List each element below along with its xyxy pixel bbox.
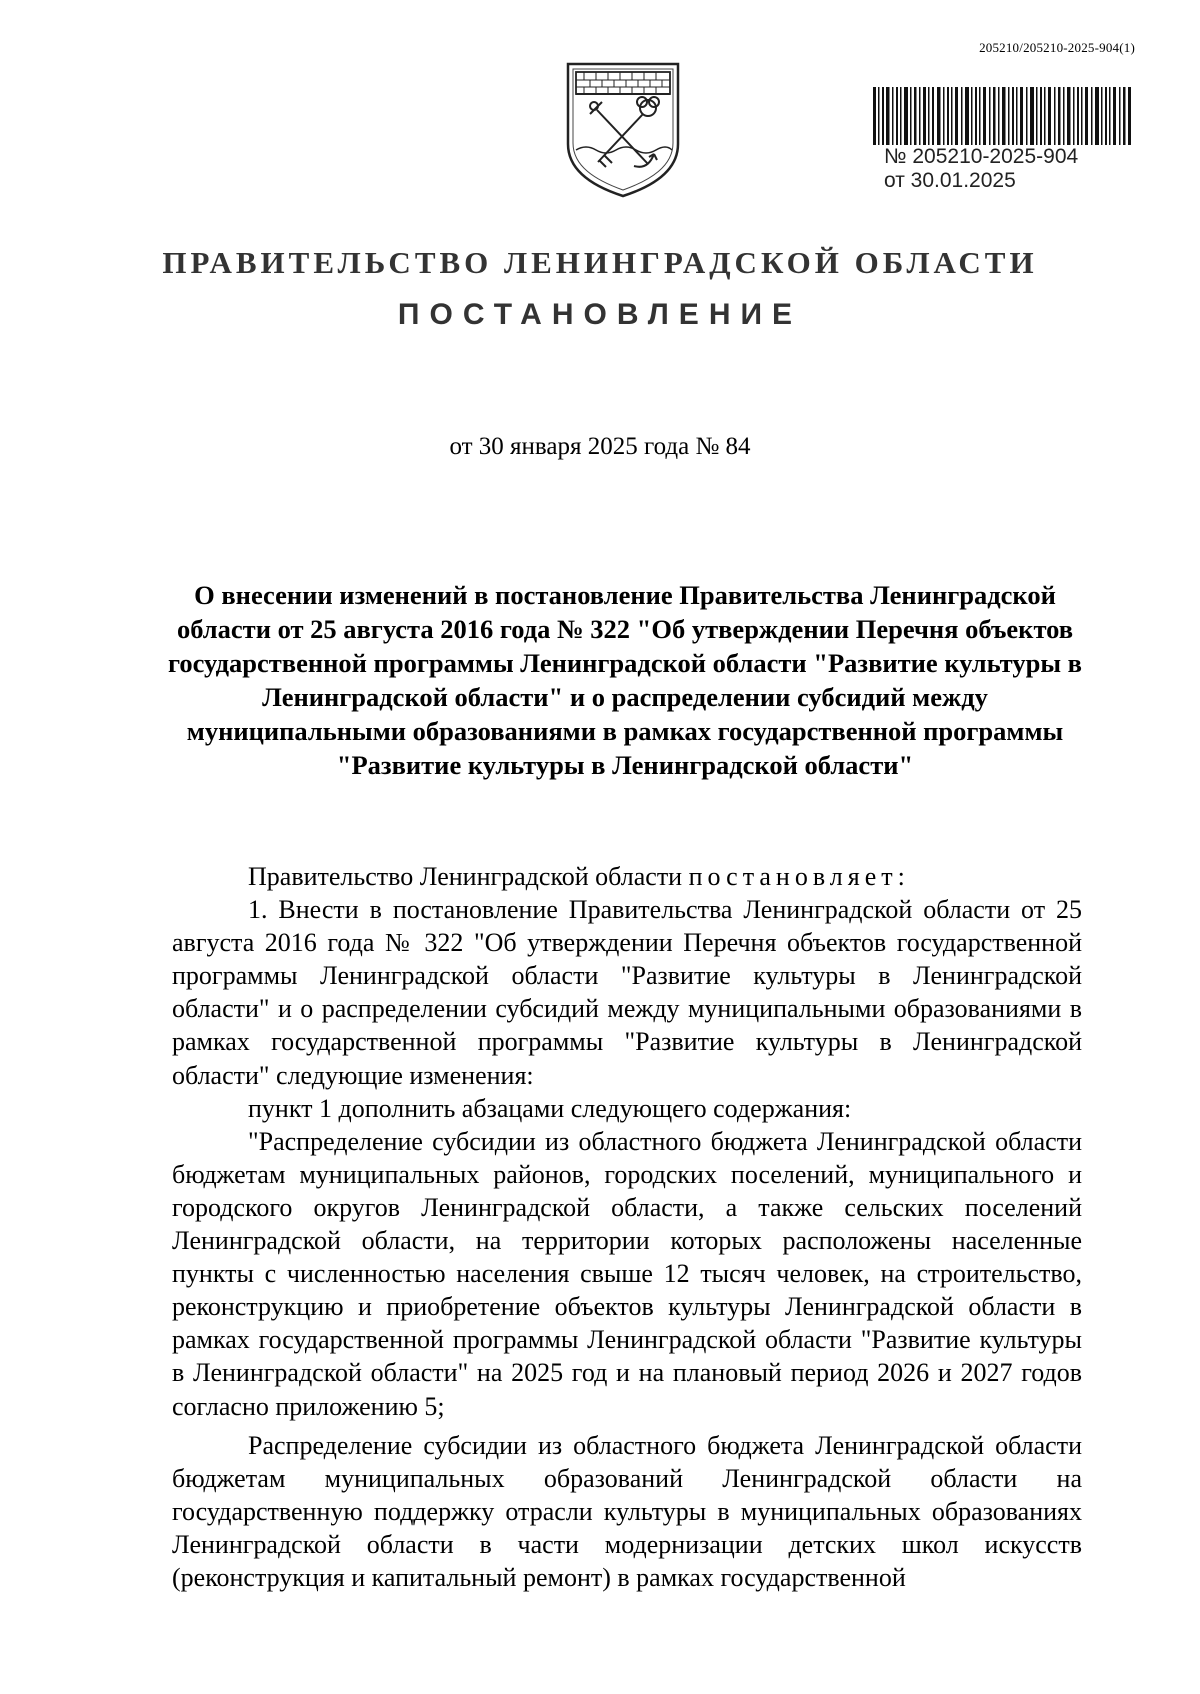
registration-code: 205210/205210-2025-904(1) <box>979 40 1135 55</box>
document-body <box>172 860 1082 1594</box>
document-date-number: от 30 января 2025 года № 84 <box>449 433 751 460</box>
coat-of-arms-icon <box>562 58 684 198</box>
registration-number-block <box>884 145 1144 193</box>
intro-verb: постановляет: <box>688 862 910 891</box>
paragraph-4: Распределение субсидии из областного бюджета Ленинградской области бюджетам муниципальных образований Ленинградской области на государственную поддержку отрасли культуры в муниципальных образованиях Ленинградской области в части модернизации детских школ искусств (реконструкция и капитальный ремонт) в рамках государственной <box>172 1430 1082 1592</box>
paragraph-1: 1. Внести в постановление Правительства Ленинградской области от 25 августа 2016 года № 322 "Об утверждении Перечня объектов государственной программы Ленинградской области "Развитие культуры в Ленинградской области" и о распределении субсидий между муниципальными образованиями в рамках государственной программы "Развитие культуры в Ленинградской области" следующие изменения: <box>172 895 1082 1090</box>
barcode-icon <box>873 87 1133 145</box>
intro-lead: Правительство Ленинградской области <box>248 862 689 891</box>
registration-number: № 205210-2025-904 <box>884 145 1079 168</box>
registration-date: от 30.01.2025 <box>884 169 1016 192</box>
paragraph-2: пункт 1 дополнить абзацами следующего содержания: <box>248 1093 852 1123</box>
paragraph-3: "Распределение субсидии из областного бюджета Ленинградской области бюджетам муниципальных районов, городских поселений, муниципального и городского округов Ленинградской области, а также сельских поселений Ленинградской области, на территории которых расположены населенные пункты с численностью населения свыше 12 тысяч человек, на строительство, реконструкцию и приобретение объектов культуры Ленинградской области в рамках государственной программы Ленинградской области "Развитие культуры в Ленинградской области" на 2025 год и на плановый период 2026 и 2027 годов согласно приложению 5; <box>172 1126 1082 1421</box>
intro-paragraph <box>172 860 1082 893</box>
document-title: О внесении изменений в постановление Правительства Ленинградской области от 25 августа 2016 года № 322 "Об утверждении Перечня объектов государственной программы Ленинградской области "Развитие культуры в Ленинградской области" и о распределении субсидий между муниципальными образованиями в рамках государственной программы "Развитие культуры в Ленинградской области" <box>168 580 1082 780</box>
authority-name: ПРАВИТЕЛЬСТВО ЛЕНИНГРАДСКОЙ ОБЛАСТИ <box>162 245 1038 280</box>
document-type: ПОСТАНОВЛЕНИЕ <box>397 298 803 331</box>
